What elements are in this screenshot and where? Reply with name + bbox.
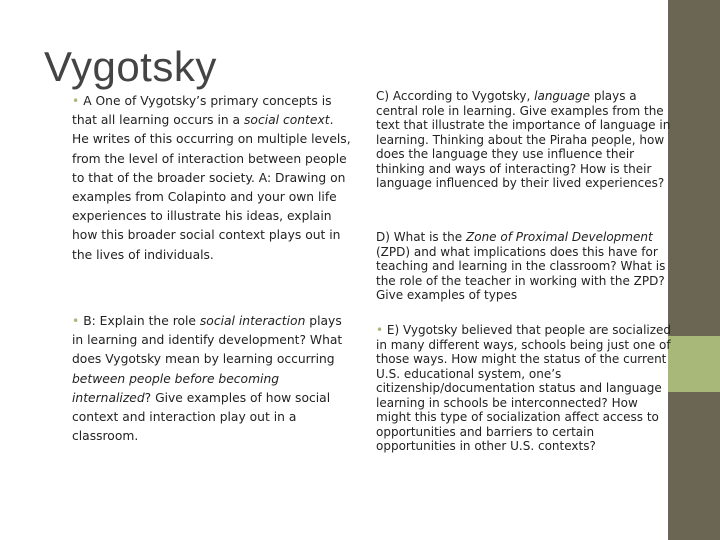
question-c-emphasis: language — [534, 89, 591, 103]
bullet-a: • — [72, 94, 80, 108]
question-e-text: E) Vygotsky believed that people are socialized in many different ways, schools being just one of those ways. How might the status of the current U.S. educational system, one’s citizenship/documentation status and language learning in schools be interconnected? How might this type of socialization affect access to opportunities and barriers to certain opportunities in other U.S. contexts? — [376, 323, 672, 453]
question-b-emphasis-1: social interaction — [199, 314, 306, 328]
question-d-text-1: D) What is the — [376, 230, 466, 244]
question-b-text-3: ? Give examples of how social context and interaction play out in a classroom. — [72, 390, 331, 444]
question-b-text-2: plays in learning and identify development? What does Vygotsky mean by learning occurring — [72, 314, 343, 367]
question-a-emphasis: social context — [244, 113, 330, 128]
question-b-text-1: B: Explain the role — [83, 314, 200, 328]
question-b-emphasis-2: between people before becoming internalized — [72, 371, 280, 405]
side-decoration-accent — [668, 336, 720, 392]
question-c — [376, 89, 672, 191]
question-d-text-2: (ZPD) and what implications does this have for teaching and learning in the classroom? What is the role of the teacher in working with the ZPD? Give examples of types — [376, 244, 666, 302]
slide-title: Vygotsky — [44, 43, 217, 90]
question-c-text-1: C) According to Vygotsky, — [376, 89, 535, 103]
question-e — [376, 323, 672, 454]
question-d — [376, 230, 672, 303]
question-a-text-2: . He writes of this occurring on multiple levels, from the level of interaction between people to that of the broader society. A: Drawing on examples from Colapinto and your own life experiences to illustrate his ideas, explain how this broader social context plays out in the lives of individuals. — [72, 113, 351, 262]
bullet-e: • — [376, 323, 384, 337]
side-decoration-bar — [668, 0, 720, 540]
question-a — [72, 92, 352, 265]
question-b — [72, 312, 346, 446]
question-c-text-2: plays a central role in learning. Give examples from the text that illustrate the importance of language in learning. Thinking about the Piraha people, how does the language they use influence their thinking and ways of interacting? How is their language influenced by their lived experiences? — [376, 89, 671, 190]
bullet-b: • — [72, 314, 80, 328]
question-a-text-1: A One of Vygotsky’s primary concepts is that all learning occurs in a — [72, 94, 332, 128]
question-d-emphasis: Zone of Proximal Development — [466, 230, 653, 244]
